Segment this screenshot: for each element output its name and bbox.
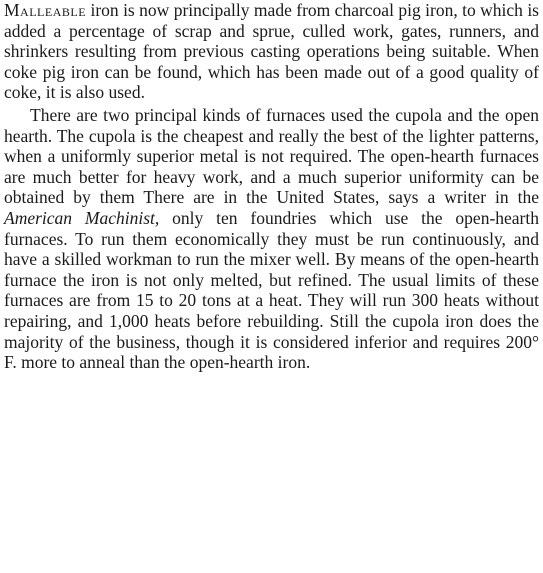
- paragraph-malleable-iron: [4, 0, 539, 103]
- source-citation: American Machinist,: [4, 207, 160, 228]
- paragraph-body-text: iron is now principally made from charcoal pig iron, to which is added a percentage of scrap and sprue, culled work, gates, runners, and shrinkers resulting from previous casting operations being suitable. When coke pig iron can be found, which has been made out of a good quality of coke, it is also used.: [4, 0, 539, 103]
- paragraph-text-before-source: There are two principal kinds of furnaces used the cupola and the open hearth. The cupola is the cheapest and really the best of the lighter patterns, when a uniformly superior metal is not required. The open-hearth furnaces are much better for heavy work, and a much superior uniformity can be obtained by them There are in the United States, says a writer in the: [4, 104, 539, 208]
- paragraph-lead-word: Malleable: [4, 0, 87, 20]
- paragraph-furnaces: [4, 105, 539, 373]
- paragraph-text-after-source: only ten foundries which use the open-hearth furnaces. To run them economically they must be run continuously, and have a skilled workman to run the mixer well. By means of the open-hearth furnace the iron is not only melted, but refined. The usual limits of these furnaces are from 15 to 20 tons at a heat. They will run 300 heats without repairing, and 1,000 heats before rebuilding. Still the cupola iron does the majority of the business, though it is considered inferior and requires 200° F. more to anneal than the open-hearth iron.: [4, 207, 539, 373]
